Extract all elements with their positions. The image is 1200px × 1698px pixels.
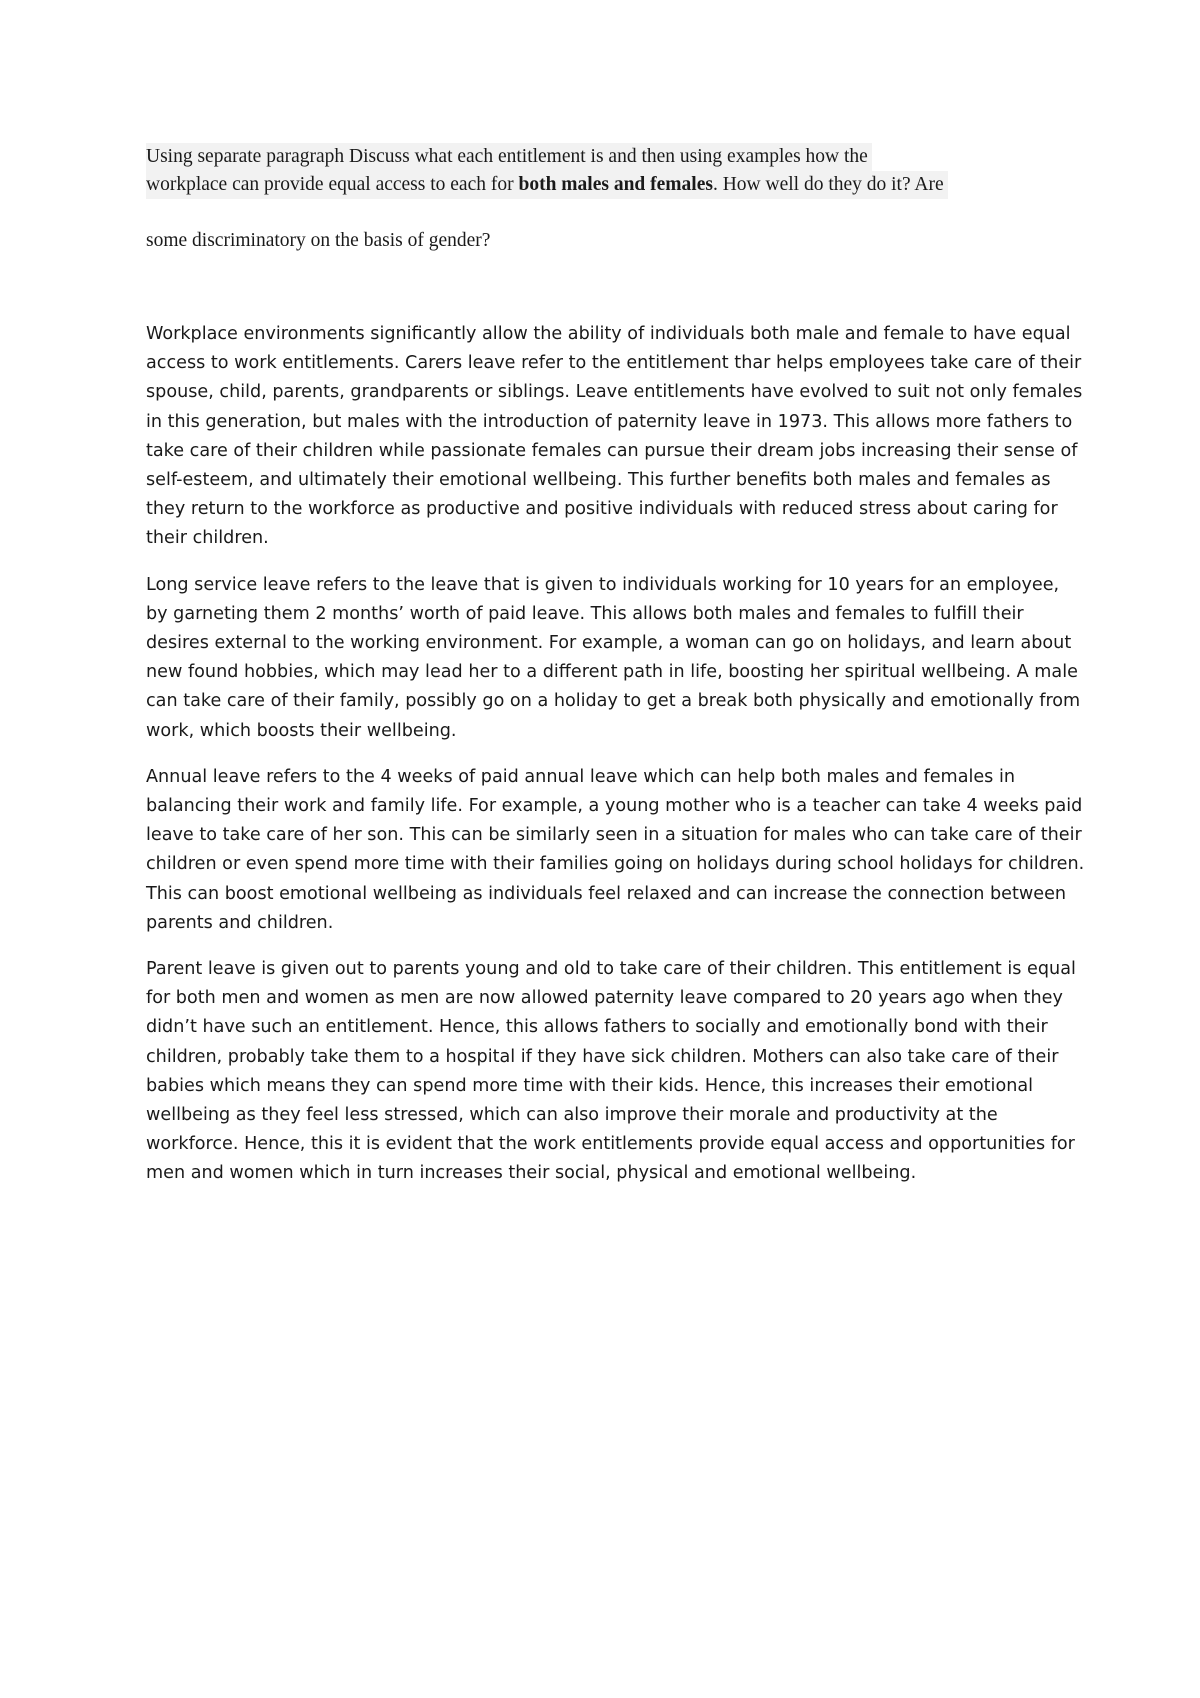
question-line-2-end: . How well do they do it? Are: [712, 174, 944, 195]
answer-body: [146, 320, 1086, 1206]
paragraph-parent-leave: Parent leave is given out to parents young and old to take care of their children. This entitlement is equal for both men and women as men are now allowed paternity leave compared to 20 years ago when they didn’t have such an entitlement. Hence, this allows fathers to socially and emotionally bond with their children, probably take them to a hospital if they have sick children. Mothers can also take care of their babies which means they can spend more time with their kids. Hence, this increases their emotional wellbeing as they feel less stressed, which can also improve their morale and productivity at the workforce. Hence, this it is evident that the work entitlements provide equal access and opportunities for men and women which in turn increases their social, physical and emotional wellbeing.: [146, 959, 1076, 1184]
question-emphasis: both males and females: [518, 174, 713, 195]
question-line-2-start: workplace can provide equal access to each for: [146, 174, 519, 195]
question-line-2: [146, 171, 948, 199]
question-line-3: some discriminatory on the basis of gender?: [146, 230, 491, 251]
paragraph-annual-leave: Annual leave refers to the 4 weeks of paid annual leave which can help both males and females in balancing their work and family life. For example, a young mother who is a teacher can take 4 weeks paid leave to take care of her son. This can be similarly seen in a situation for males who can take care of their children or even spend more time with their families going on holidays during school holidays for children. This can boost emotional wellbeing as individuals feel relaxed and can increase the connection between parents and children.: [146, 766, 1085, 933]
question-prompt: [146, 143, 1086, 255]
paragraph-carers-leave: Workplace environments significantly allow the ability of individuals both male and female to have equal access to work entitlements. Carers leave refer to the entitlement thar helps employees take care of their spouse, child, parents, grandparents or siblings. Leave entitlements have evolved to suit not only females in this generation, but males with the introduction of paternity leave in 1973. This allows more fathers to take care of their children while passionate females can pursue their dream jobs increasing their sense of self-esteem, and ultimately their emotional wellbeing. This further benefits both males and females as they return to the workforce as productive and positive individuals with reduced stress about caring for their children.: [146, 324, 1083, 549]
question-line-1: Using separate paragraph Discuss what each entitlement is and then using examples how the: [146, 143, 872, 171]
paragraph-long-service-leave: Long service leave refers to the leave that is given to individuals working for 10 years for an employee, by garneting them 2 months’ worth of paid leave. This allows both males and females to fulfill their desires external to the working environment. For example, a woman can go on holidays, and learn about new found hobbies, which may lead her to a different path in life, boosting her spiritual wellbeing. A male can take care of their family, possibly go on a holiday to get a break both physically and emotionally from work, which boosts their wellbeing.: [146, 574, 1081, 741]
